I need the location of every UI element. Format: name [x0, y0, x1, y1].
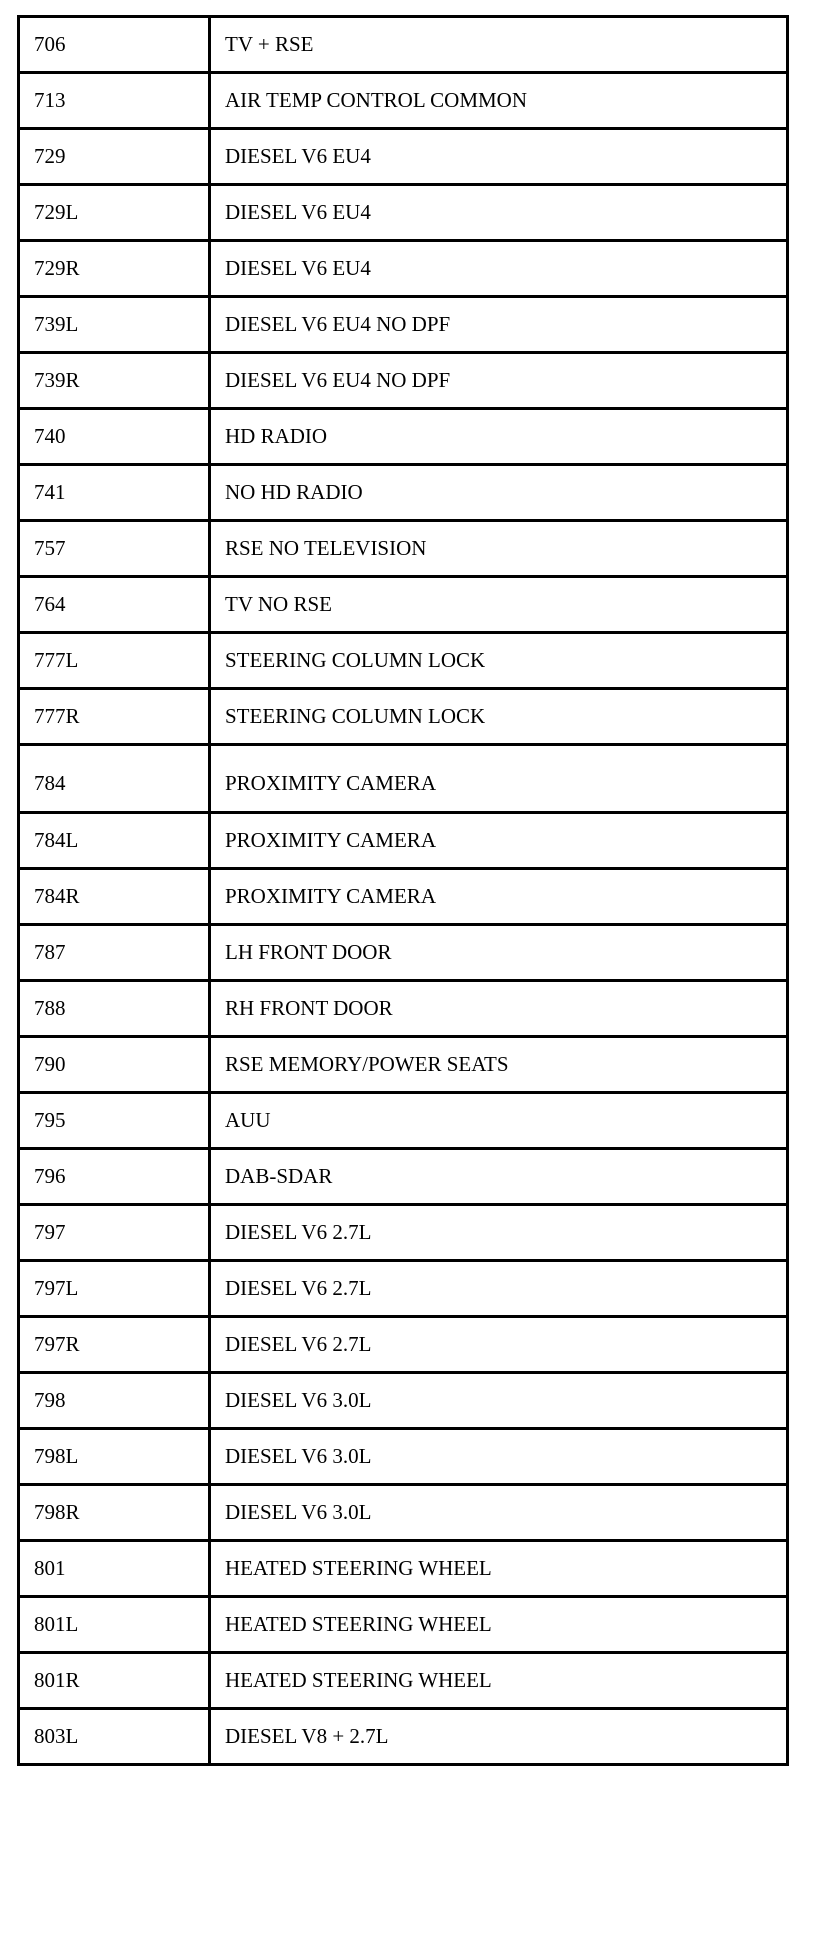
table-row	[19, 633, 788, 689]
code-cell: 706	[19, 17, 210, 73]
table-row	[19, 869, 788, 925]
description-cell: AUU	[210, 1093, 788, 1149]
code-cell: 798	[19, 1373, 210, 1429]
table-row	[19, 521, 788, 577]
table-row	[19, 1093, 788, 1149]
table-row	[19, 1541, 788, 1597]
description-cell: RH FRONT DOOR	[210, 981, 788, 1037]
code-cell: 796	[19, 1149, 210, 1205]
description-cell: DIESEL V6 EU4 NO DPF	[210, 297, 788, 353]
code-cell: 777R	[19, 689, 210, 745]
code-cell: 713	[19, 73, 210, 129]
code-description-table	[17, 15, 789, 1766]
code-cell: 729R	[19, 241, 210, 297]
table-row	[19, 241, 788, 297]
description-cell: DIESEL V6 EU4	[210, 129, 788, 185]
description-cell: STEERING COLUMN LOCK	[210, 633, 788, 689]
description-cell: DIESEL V6 3.0L	[210, 1373, 788, 1429]
table-row	[19, 577, 788, 633]
description-cell: HEATED STEERING WHEEL	[210, 1541, 788, 1597]
code-cell: 739L	[19, 297, 210, 353]
description-cell: DIESEL V6 EU4	[210, 241, 788, 297]
code-cell: 787	[19, 925, 210, 981]
description-cell: STEERING COLUMN LOCK	[210, 689, 788, 745]
code-cell: 740	[19, 409, 210, 465]
description-cell: PROXIMITY CAMERA	[210, 869, 788, 925]
table-row	[19, 465, 788, 521]
description-cell: DIESEL V6 3.0L	[210, 1429, 788, 1485]
description-cell: NO HD RADIO	[210, 465, 788, 521]
code-cell: 790	[19, 1037, 210, 1093]
table-row	[19, 1317, 788, 1373]
table-row	[19, 1597, 788, 1653]
code-cell: 797R	[19, 1317, 210, 1373]
table-row	[19, 1205, 788, 1261]
table-row	[19, 1037, 788, 1093]
description-cell: PROXIMITY CAMERA	[210, 745, 788, 813]
description-cell: DIESEL V8 + 2.7L	[210, 1709, 788, 1765]
code-cell: 801	[19, 1541, 210, 1597]
code-cell: 739R	[19, 353, 210, 409]
code-cell: 797	[19, 1205, 210, 1261]
table-row	[19, 813, 788, 869]
description-cell: HEATED STEERING WHEEL	[210, 1653, 788, 1709]
description-cell: TV + RSE	[210, 17, 788, 73]
code-cell: 788	[19, 981, 210, 1037]
description-cell: HD RADIO	[210, 409, 788, 465]
description-cell: DIESEL V6 3.0L	[210, 1485, 788, 1541]
code-cell: 729L	[19, 185, 210, 241]
code-cell: 784L	[19, 813, 210, 869]
description-cell: HEATED STEERING WHEEL	[210, 1597, 788, 1653]
table-row	[19, 297, 788, 353]
table-row	[19, 17, 788, 73]
table-row	[19, 409, 788, 465]
code-cell: 798R	[19, 1485, 210, 1541]
code-cell: 801R	[19, 1653, 210, 1709]
table-row	[19, 1653, 788, 1709]
table-row	[19, 129, 788, 185]
code-cell: 784R	[19, 869, 210, 925]
table-row	[19, 1709, 788, 1765]
table-row	[19, 689, 788, 745]
table-row	[19, 1373, 788, 1429]
table-row	[19, 73, 788, 129]
table-row	[19, 745, 788, 813]
description-cell: DIESEL V6 EU4	[210, 185, 788, 241]
code-cell: 777L	[19, 633, 210, 689]
code-cell: 803L	[19, 1709, 210, 1765]
code-cell: 757	[19, 521, 210, 577]
table-body	[19, 17, 788, 1765]
code-cell: 764	[19, 577, 210, 633]
table-row	[19, 185, 788, 241]
description-cell: RSE MEMORY/POWER SEATS	[210, 1037, 788, 1093]
description-cell: DIESEL V6 EU4 NO DPF	[210, 353, 788, 409]
description-cell: AIR TEMP CONTROL COMMON	[210, 73, 788, 129]
description-cell: LH FRONT DOOR	[210, 925, 788, 981]
description-cell: DIESEL V6 2.7L	[210, 1317, 788, 1373]
description-cell: RSE NO TELEVISION	[210, 521, 788, 577]
table-row	[19, 353, 788, 409]
table-row	[19, 981, 788, 1037]
code-cell: 741	[19, 465, 210, 521]
description-cell: DAB-SDAR	[210, 1149, 788, 1205]
description-cell: DIESEL V6 2.7L	[210, 1205, 788, 1261]
code-cell: 797L	[19, 1261, 210, 1317]
code-cell: 784	[19, 745, 210, 813]
description-cell: PROXIMITY CAMERA	[210, 813, 788, 869]
code-cell: 729	[19, 129, 210, 185]
code-cell: 801L	[19, 1597, 210, 1653]
description-cell: DIESEL V6 2.7L	[210, 1261, 788, 1317]
table-row	[19, 1149, 788, 1205]
table-row	[19, 925, 788, 981]
code-cell: 798L	[19, 1429, 210, 1485]
table-row	[19, 1485, 788, 1541]
description-cell: TV NO RSE	[210, 577, 788, 633]
code-cell: 795	[19, 1093, 210, 1149]
table-row	[19, 1429, 788, 1485]
table-row	[19, 1261, 788, 1317]
